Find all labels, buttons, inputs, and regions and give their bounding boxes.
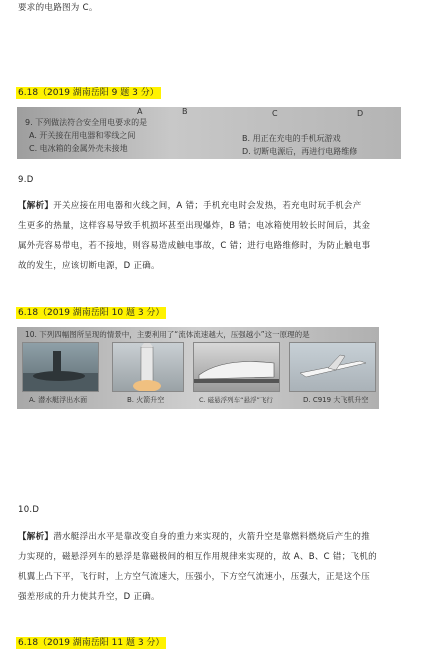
analysis-10 xyxy=(18,527,412,607)
train-icon xyxy=(194,343,279,391)
q9-option-c: C. 电冰箱的金属外壳未接地 xyxy=(29,144,128,153)
q9-stem: 9. 下列做法符合安全用电要求的是 xyxy=(25,118,148,127)
q10-caption-d: D. C919 大飞机升空 xyxy=(303,396,369,404)
airplane-picture xyxy=(289,342,376,392)
question-10-photo xyxy=(17,327,379,409)
q10-caption-c: C. 磁悬浮列车“悬浮”飞行 xyxy=(199,396,273,404)
photo-letter-a: A xyxy=(137,107,143,116)
analysis-line: 开关应接在用电器和火线之间，A 错；手机充电时会发热，若充电时玩手机会产 xyxy=(53,201,362,211)
q9-option-d: D. 切断电源后，再进行电路维修 xyxy=(242,147,358,156)
section-heading-q10: 6.18（2019 湖南岳阳 10 题 3 分） xyxy=(18,308,165,318)
q9-option-a: A. 开关接在用电器和零线之间 xyxy=(29,131,136,140)
analysis-line: 力实现的，磁悬浮列车的悬浮是靠磁极间的相互作用规律来实现的，故 A、B、C 错；飞机的 xyxy=(18,552,377,562)
analysis-line: 故的发生，应该切断电源，D 正确。 xyxy=(18,261,160,271)
q10-caption-b: B. 火箭升空 xyxy=(127,396,165,404)
q10-stem: 10. 下列四幅图所呈现的情景中，主要利用了“流体流速越大，压强越小”这一原理的是 xyxy=(25,330,310,339)
rocket-icon xyxy=(113,343,183,391)
q9-option-b: B. 用正在充电的手机玩游戏 xyxy=(242,134,341,143)
maglev-train-picture xyxy=(193,342,280,392)
analysis-label: 【解析】 xyxy=(18,201,54,211)
airplane-icon xyxy=(290,343,375,391)
answer-10: 10.D xyxy=(18,505,40,515)
analysis-line: 潜水艇浮出水平是靠改变自身的重力来实现的，火箭升空是靠燃料燃烧后产生的推 xyxy=(53,532,371,542)
analysis-line: 强差形成的升力使其升空，D 正确。 xyxy=(18,592,160,602)
photo-letter-c: C xyxy=(272,109,278,118)
photo-letter-d: D xyxy=(357,109,364,118)
q10-caption-a: A. 潜水艇浮出水面 xyxy=(29,396,88,404)
photo-letter-b: B xyxy=(182,107,188,116)
top-line-text: 要求的电路图为 C。 xyxy=(18,3,98,13)
submarine-icon xyxy=(23,343,98,391)
submarine-picture xyxy=(22,342,99,392)
section-heading-q9: 6.18（2019 湖南岳阳 9 题 3 分） xyxy=(18,88,159,98)
rocket-picture xyxy=(112,342,184,392)
analysis-9 xyxy=(18,196,412,276)
question-9-photo xyxy=(17,107,401,159)
section-heading-q11: 6.18（2019 湖南岳阳 11 题 3 分） xyxy=(18,638,165,648)
analysis-line: 生更多的热量，这样容易导致手机损坏甚至出现爆炸，B 错；电冰箱使用较长时间后，其金 xyxy=(18,221,371,231)
analysis-line: 机翼上凸下平，飞行时，上方空气流速大，压强小，下方空气流速小，压强大，正是这个压 xyxy=(18,572,371,582)
analysis-label: 【解析】 xyxy=(18,532,54,542)
analysis-line: 属外壳容易带电，若不接地，则容易造成触电事故，C 错；进行电路维修时，为防止触电事 xyxy=(18,241,371,251)
answer-9: 9.D xyxy=(18,175,34,185)
